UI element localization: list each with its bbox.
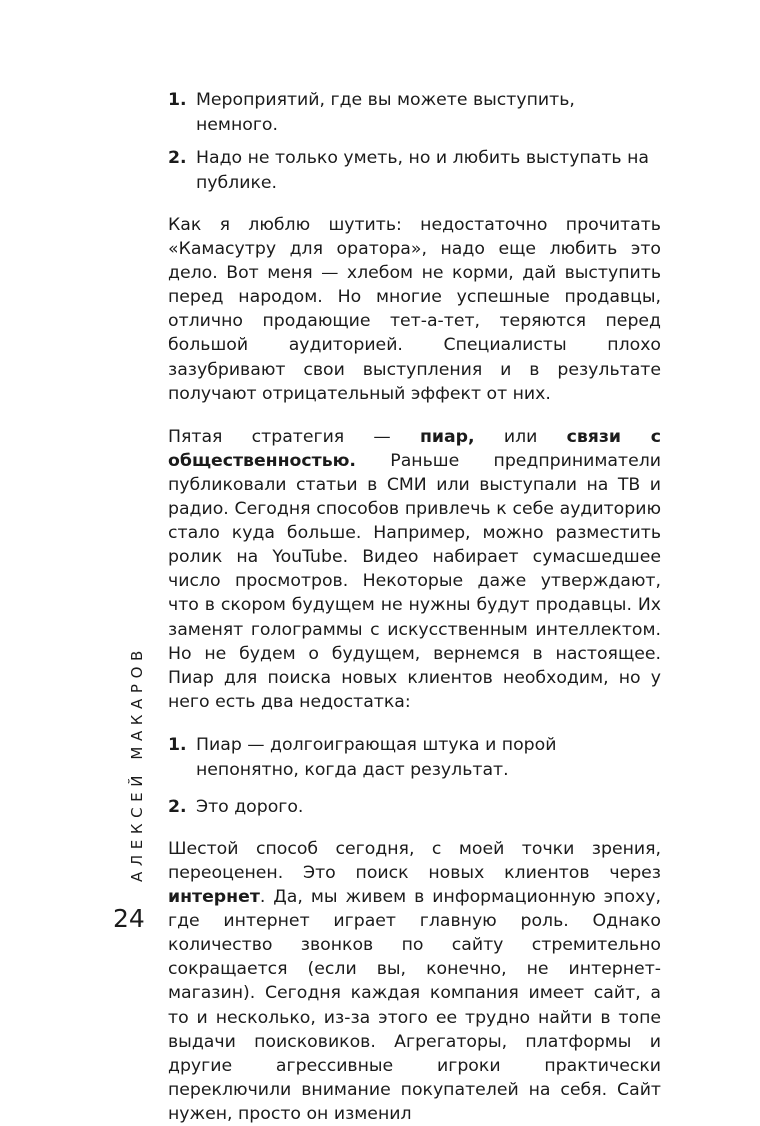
list-text: Пиар — долгоиграющая штука и порой непонятно, когда даст результат. [196, 734, 557, 780]
list-number: 1. [168, 734, 187, 755]
bold-term: интернет [168, 887, 260, 908]
text-run: Шестой способ сегодня, с моей точки зрения, переоценен. Это поиск новых клиентов через [168, 838, 661, 883]
list-number: 2. [168, 796, 187, 817]
paragraph [168, 837, 661, 1126]
bold-term: связи с общественностью. [168, 426, 661, 471]
page-number: 24 [113, 904, 145, 933]
text-column [168, 88, 661, 1126]
list-number: 2. [168, 148, 187, 168]
list-item [168, 146, 661, 196]
bold-term: пиар, [419, 426, 475, 447]
list-text: Надо не только уметь, но и любить выступать на публике. [196, 148, 649, 193]
list-item [168, 795, 661, 820]
text-run: Раньше предприниматели публиковали статьи в СМИ или выступали на ТВ и радио. Сегодня способов привлечь к себе аудиторию стало куда больше. Например, можно разместить ролик на YouTube. Видео набирает сумасшедшее число просмотров. Некоторые даже утверждают, что в скором будущем не нужны будут продавцы. Их заменят голограммы с искусственным интеллектом. Но не будем о будущем, вернемся в настоящее. Пиар для поиска новых клиентов необходим, но у него есть два недостатка: [168, 450, 661, 712]
list-number: 1. [168, 90, 187, 110]
list-text: Это дорого. [196, 796, 304, 817]
text-run: . Да, мы живем в информационную эпоху, где интернет играет главную роль. Однако количество звонков по сайту стремительно сокращается (если вы, конечно, не интернет-магазин). Сегодня каждая компания имеет сайт, а то и несколько, из-за этого ее трудно найти в топе выдачи поисковиков. Агрегаторы, платформы и другие агрессивные игроки практически переключили внимание покупателей на себя. Сайт нужен, просто он изменил [168, 887, 661, 1124]
paragraph [168, 425, 661, 714]
list-item [168, 733, 661, 783]
text-run: или [474, 426, 567, 447]
text-run: Пятая стратегия — [168, 426, 420, 447]
list-item [168, 88, 661, 138]
author-running-head: АЛЕКСЕЙ МАКАРОВ [128, 645, 146, 882]
paragraph: Как я люблю шутить: недостаточно прочитать «Камасутру для оратора», надо еще любить это дело. Вот меня — хлебом не корми, дай выступить перед народом. Но многие успешные продавцы, отлично продающие тет-а-тет, теряются перед большой аудиторией. Специалисты плохо зазубривают свои выступления и в результате получают отрицательный эффект от них. [168, 215, 661, 404]
list-text: Мероприятий, где вы можете выступить, немного. [196, 90, 575, 135]
